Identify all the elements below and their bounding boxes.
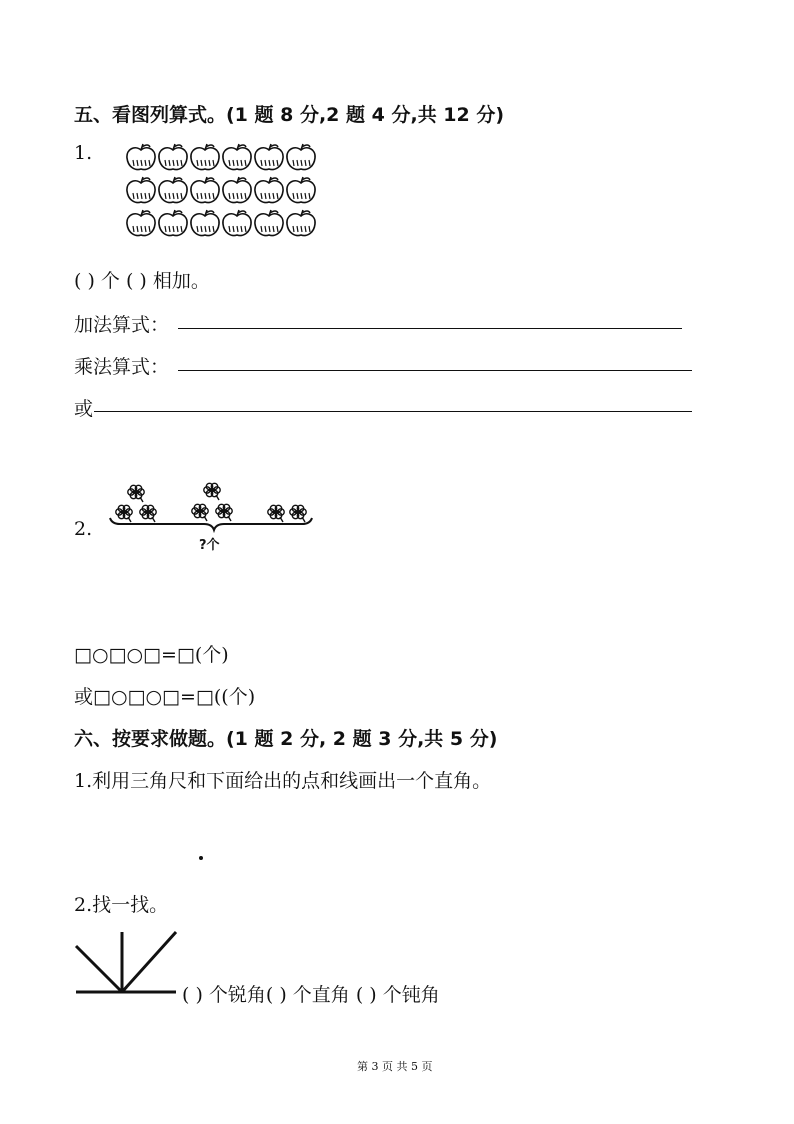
apple-icon (255, 177, 283, 203)
angle-rays-icon (74, 928, 184, 998)
apple-icon (223, 144, 251, 170)
apple-icon (191, 210, 219, 236)
apple-icon (287, 177, 315, 203)
equation-1: □○□○□=□(个) (74, 644, 229, 666)
multiplication-answer-line[interactable] (178, 370, 692, 371)
addition-label: 加法算式： (74, 314, 170, 336)
flower-icon (116, 505, 132, 522)
angle-count-line: ( ) 个锐角( ) 个直角 ( ) 个钝角 (182, 984, 440, 1006)
apple-icon (159, 177, 187, 203)
flower-icon (192, 504, 208, 521)
addition-answer-line[interactable] (178, 328, 682, 329)
apple-icon (127, 177, 155, 203)
section-5-title: 五、看图列算式。(1 题 8 分,2 题 4 分,共 12 分) (74, 104, 505, 126)
section-6-title: 六、按要求做题。(1 题 2 分, 2 题 3 分,共 5 分) (74, 728, 498, 750)
brace-label: ?个 (199, 538, 220, 553)
apple-icon (127, 210, 155, 236)
or-answer-line[interactable] (94, 411, 692, 412)
or-label: 或 (74, 398, 94, 420)
apple-icon (159, 144, 187, 170)
flower-icon (128, 485, 144, 502)
question-6-2-text: 2.找一找。 (74, 894, 169, 916)
flower-icon (268, 505, 284, 522)
flower-icon (290, 505, 306, 522)
flower-icon (204, 483, 220, 500)
apple-icon (255, 144, 283, 170)
flower-icon (216, 504, 232, 521)
apple-icon (223, 210, 251, 236)
apple-icon (287, 144, 315, 170)
apple-icon (223, 177, 251, 203)
equation-2: 或□○□○□=□((个) (74, 686, 256, 708)
question-2-number: 2. (74, 518, 93, 540)
fill-blank-line: ( ) 个 ( ) 相加。 (74, 270, 210, 292)
question-1-number: 1. (74, 142, 93, 164)
flower-icon (140, 505, 156, 522)
apple-icon (287, 210, 315, 236)
apple-icon (191, 144, 219, 170)
apple-icon (255, 210, 283, 236)
apple-icon (127, 144, 155, 170)
multiplication-label: 乘法算式： (74, 356, 170, 378)
given-point-dot[interactable] (199, 856, 203, 860)
page-footer: 第 3 页 共 5 页 (357, 1060, 433, 1073)
apple-grid-icon (124, 140, 324, 240)
question-6-1-text: 1.利用三角尺和下面给出的点和线画出一个直角。 (74, 770, 492, 792)
apple-icon (159, 210, 187, 236)
apple-icon (191, 177, 219, 203)
